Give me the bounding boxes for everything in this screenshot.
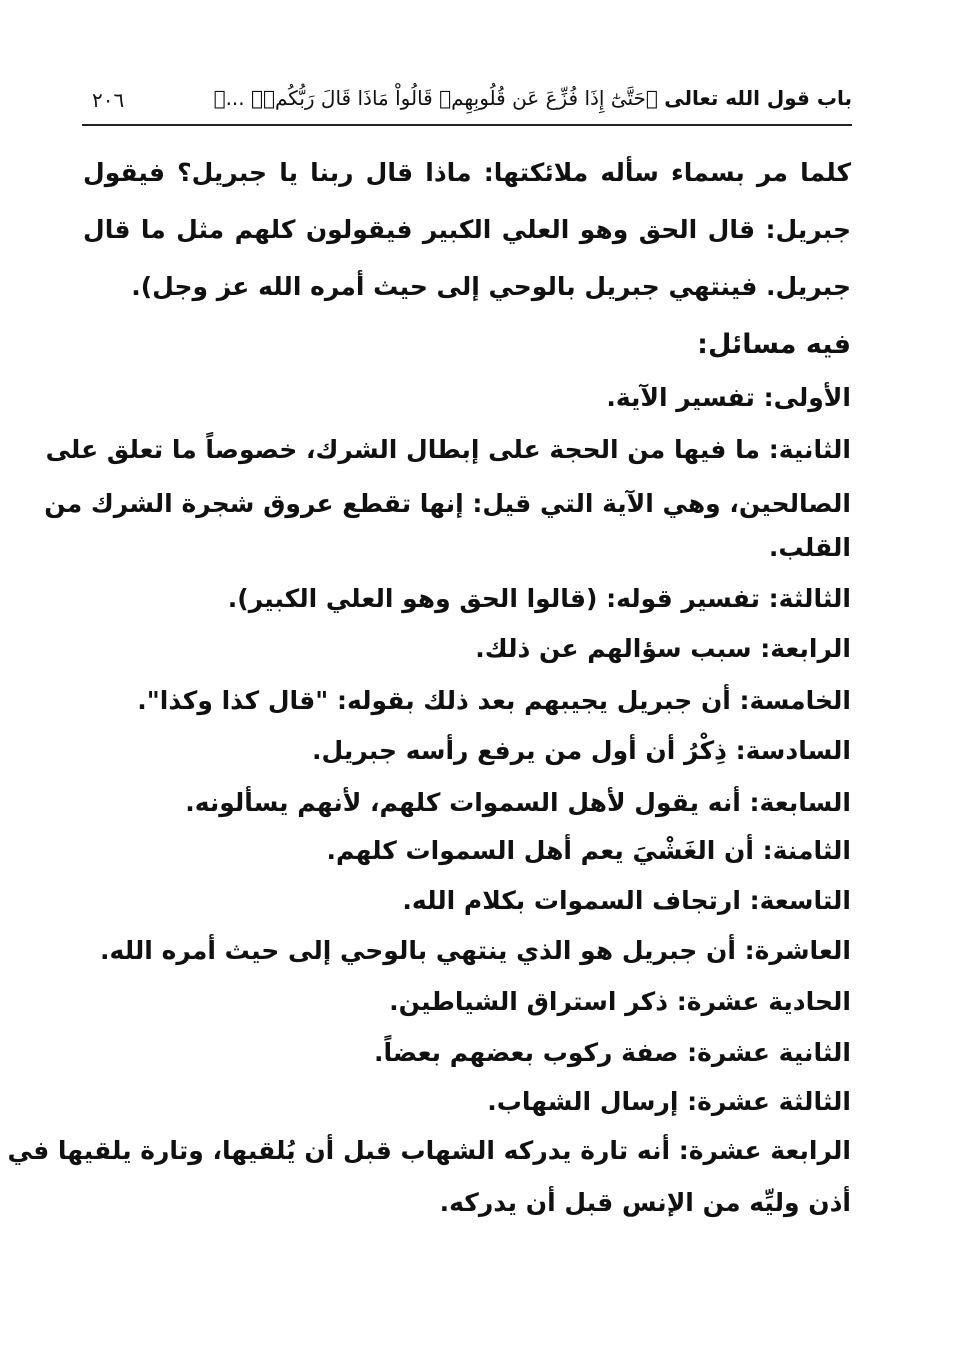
issue-line: السابعة: أنه يقول لأهل السموات كلهم، لأنهم يسألونه. [185,788,851,817]
issue-line: السادسة: ذِكْرُ أن أول من يرفع رأسه جبريل. [312,736,851,765]
issue-line: الأولى: تفسير الآية. [606,383,851,412]
issue-line: التاسعة: ارتجاف السموات بكلام الله. [402,886,851,915]
issue-line: الصالحين، وهي الآية التي قيل: إنها تقطع عروق شجرة الشرك من [44,489,851,518]
issue-line: الخامسة: أن جبريل يجيبهم بعد ذلك بقوله: "قال كذا وكذا". [137,686,851,715]
issue-line: العاشرة: أن جبريل هو الذي ينتهي بالوحي إلى حيث أمره الله. [100,936,851,965]
issue-line: الثامنة: أن الغَشْيَ يعم أهل السموات كلهم. [326,836,851,865]
issue-line: الثانية عشرة: صفة ركوب بعضهم بعضاً. [374,1038,851,1067]
running-title [214,86,852,110]
intro-line-1: كلما مر بسماء سأله ملائكتها: ماذا قال ربنا يا جبريل؟ فيقول [83,158,851,187]
issue-line: الرابعة: سبب سؤالهم عن ذلك. [475,634,851,663]
issues-heading: فيه مسائل: [697,329,851,360]
issue-line: القلب. [768,533,851,562]
issue-line: الحادية عشرة: ذكر استراق الشياطين. [389,987,851,1016]
issue-line: الرابعة عشرة: أنه تارة يدركه الشهاب قبل أن يُلقيها، وتارة يلقيها في [7,1136,851,1165]
issue-line: الثالثة عشرة: إرسال الشهاب. [487,1087,851,1116]
verse-excerpt: ﴿حَتَّىٰٓ إِذَا فُزِّعَ عَن قُلُوبِهِمۡ قَالُواْ مَاذَا قَالَ رَبُّكُمۡۖ ...﴾ [213,86,658,110]
intro-line-3: جبريل. فينتهي جبريل بالوحي إلى حيث أمره الله عز وجل). [131,272,851,301]
issue-line: أذن وليِّه من الإنس قبل أن يدركه. [439,1188,851,1217]
issue-line: الثانية: ما فيها من الحجة على إبطال الشرك، خصوصاً ما تعلق على [45,435,851,464]
page-number: ٢٠٦ [92,88,125,112]
chapter-prefix: باب قول الله تعالى [664,86,852,110]
page-header [82,74,852,126]
intro-line-2: جبريل: قال الحق وهو العلي الكبير فيقولون كلهم مثل ما قال [83,215,851,244]
issue-line: الثالثة: تفسير قوله: (قالوا الحق وهو العلي الكبير). [227,584,851,613]
